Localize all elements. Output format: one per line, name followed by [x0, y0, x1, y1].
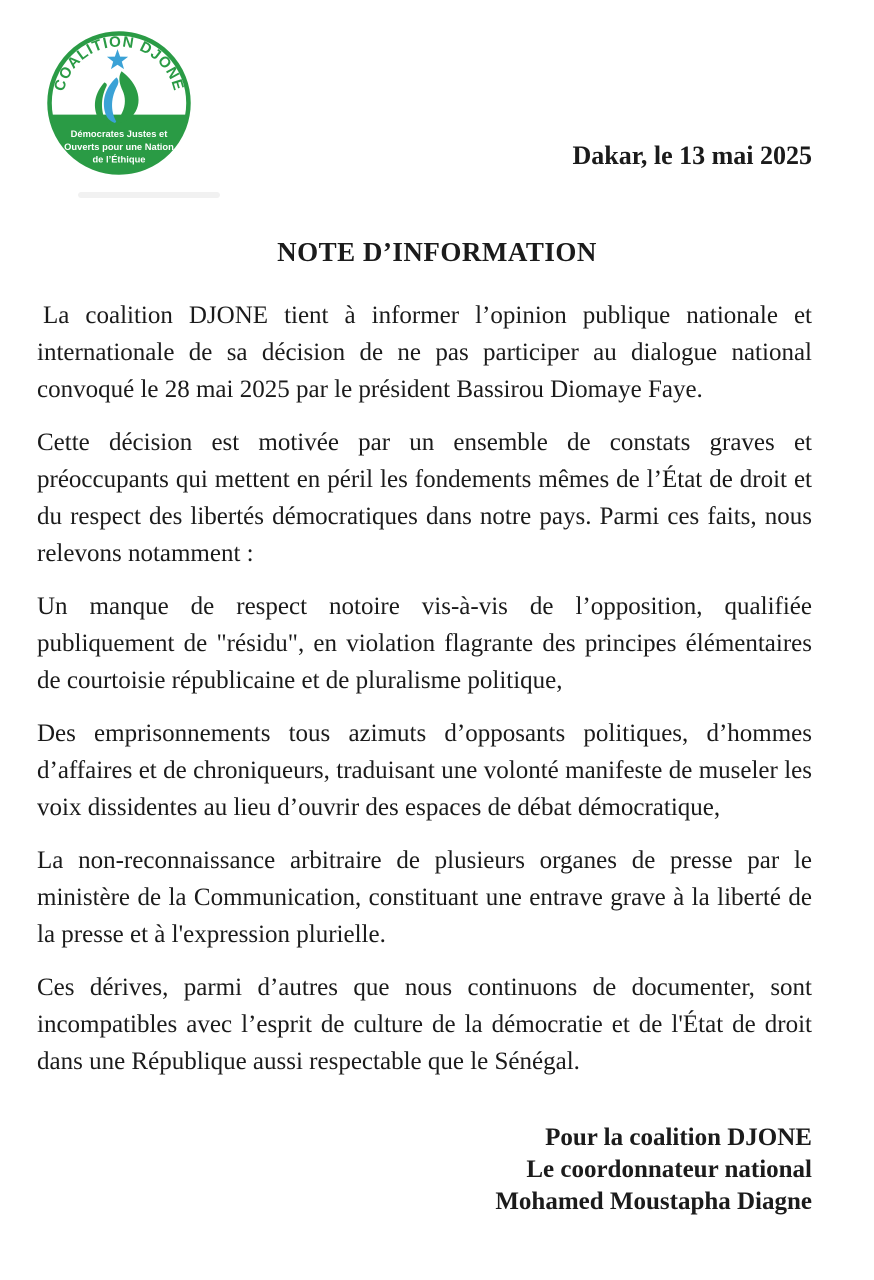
logo-subtitle-line: de l’Éthique: [92, 154, 146, 165]
document-body: [37, 297, 812, 1096]
signature-block: [495, 1122, 812, 1218]
logo-subtitle-line: Ouverts pour une Nation: [64, 141, 174, 152]
date-line: Dakar, le 13 mai 2025: [572, 141, 812, 170]
signature-role: Le coordonnateur national: [526, 1156, 812, 1183]
paragraph-grief-respect: Un manque de respect notoire vis-à-vis de l’opposition, qualifiée publiquement de "résidu", en violation flagrante des principes élémentaires de courtoisie républicaine et de pluralisme politique,: [37, 593, 812, 694]
paragraph-motivation: Cette décision est motivée par un ensemble de constats graves et préoccupants qui mettent en péril les fondements mêmes de l’État de droit et du respect des libertés démocratiques dans notre pays. Parmi ces faits, nous relevons notamment :: [37, 429, 812, 567]
logo-shadow: [78, 192, 220, 198]
paragraph-grief-presse: La non-reconnaissance arbitraire de plusieurs organes de presse par le ministère de la Communication, constituant une entrave grave à la liberté de la presse et à l'expression plurielle.: [37, 847, 812, 948]
logo-subtitle-line: Démocrates Justes et: [70, 129, 168, 140]
signature-name: Mohamed Moustapha Diagne: [495, 1188, 812, 1215]
coalition-djone-logo: [46, 30, 192, 176]
paragraph-intro: La coalition DJONE tient à informer l’opinion publique nationale et internationale de sa décision de ne pas participer au dialogue national convoqué le 28 mai 2025 par le président Bassirou Diomaye Faye.: [37, 302, 812, 403]
signature-org: Pour la coalition DJONE: [545, 1124, 812, 1151]
paragraph-grief-emprisonnements: Des emprisonnements tous azimuts d’opposants politiques, d’hommes d’affaires et de chroniqueurs, traduisant une volonté manifeste de museler les voix dissidentes au lieu d’ouvrir des espaces de débat démocratique,: [37, 720, 812, 821]
paragraph-conclusion: Ces dérives, parmi d’autres que nous continuons de documenter, sont incompatibles avec l’esprit de culture de la démocratie et de l'État de droit dans une République aussi respectable que le Sénégal.: [37, 974, 812, 1075]
logo-emblem-icon: [46, 30, 192, 176]
document-title: NOTE D’INFORMATION: [277, 237, 597, 267]
logo-arc-title: COALITION DJONE: [51, 33, 187, 94]
